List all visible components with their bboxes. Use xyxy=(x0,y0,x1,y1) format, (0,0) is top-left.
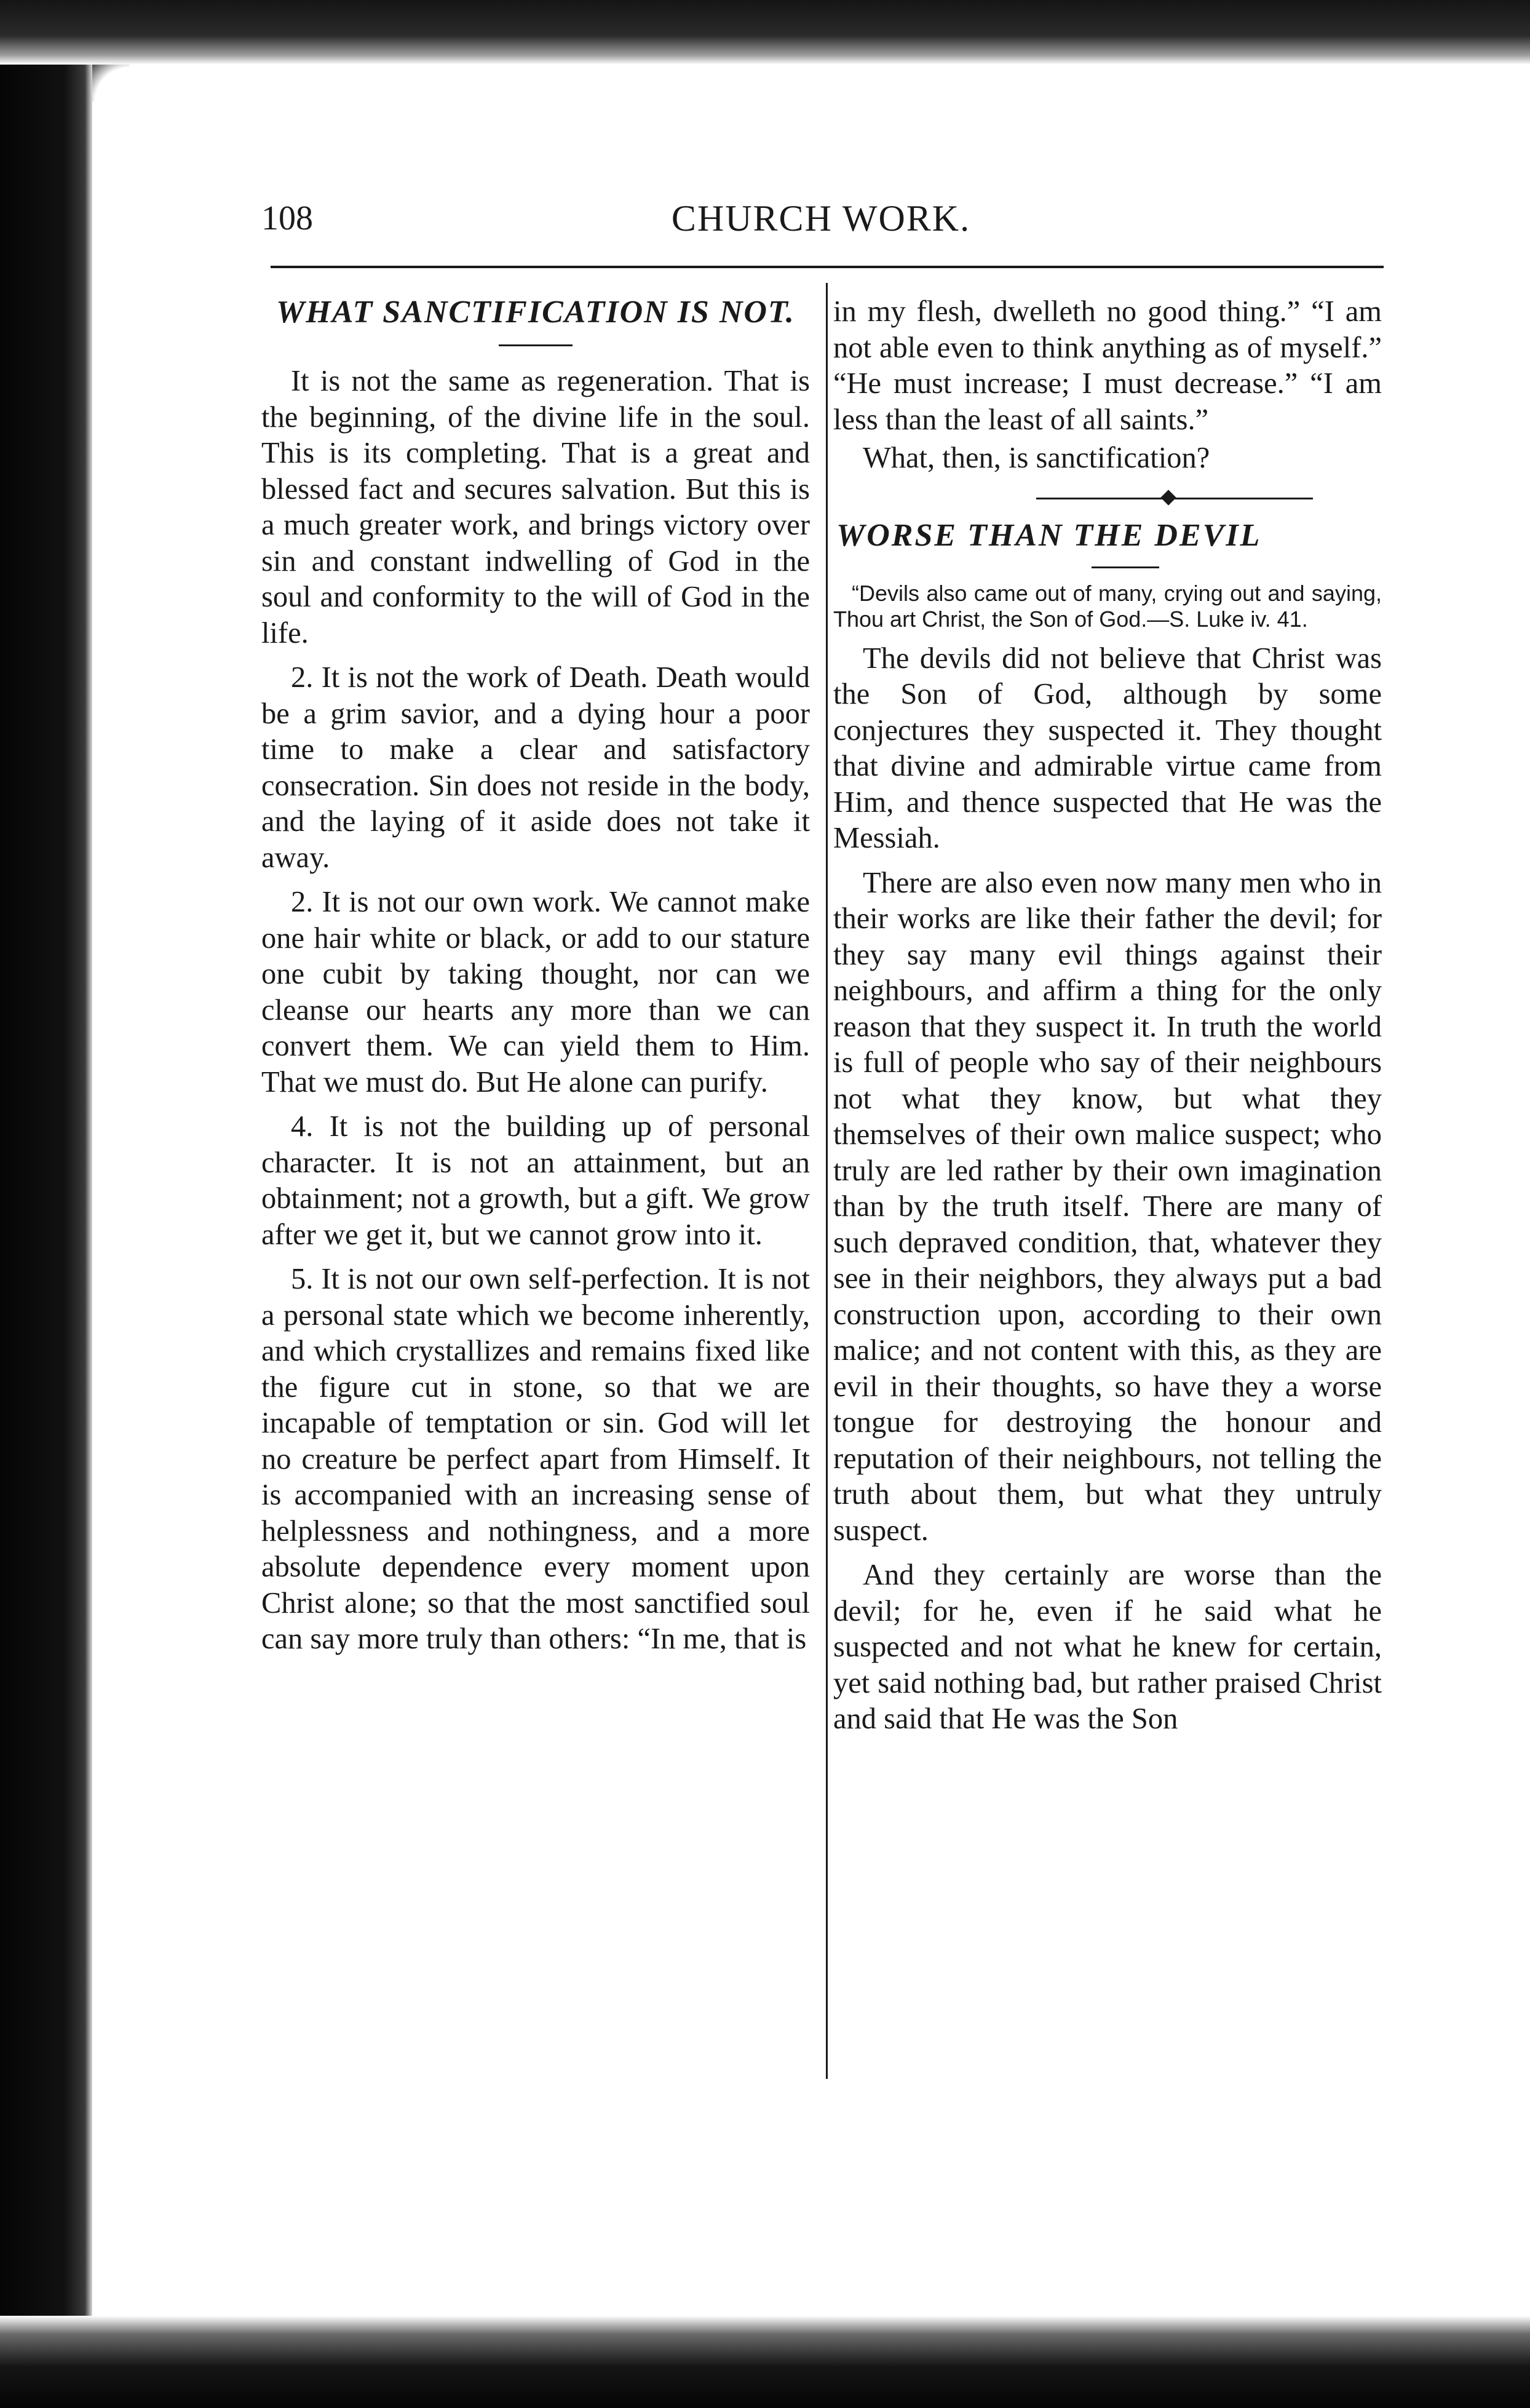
paragraph-5-continued: in my flesh, dwelleth no good thing.” “I am not able even to think anything as of myself.” “He must increase; I must decrease.” “I am less than the least of all saints.” xyxy=(833,295,1382,436)
scan-border-bottom xyxy=(0,2316,1530,2408)
left-column xyxy=(261,294,810,1658)
title-rule xyxy=(499,344,573,346)
paragraph-2: There are also even now many men who in their works are like their father the devil; for they say many evil things against their neighbours, and affirm a thing for the only reason that they suspect it. In truth the world is full of people who say of their neighbours not what they know, but what they themselves of their own malice suspect; who truly are led rather by their own imagination than by the truth itself. There are many of such depraved condition, that, whatever they see in their neighbors, they always put a bad construction upon, according to their own malice; and not content with this, as they are evil in their thoughts, so have they a worse tongue for destroying the honour and reputation of their neighbours, not telling the truth about them, but what they untruly suspect. xyxy=(833,866,1382,1547)
paragraph-6: What, then, is sanctification? xyxy=(863,442,1210,474)
paragraph-2: 2. It is not the work of Death. Death would be a grim savior, and a dying hour a poor time to make a clear and satisfactory consecration. Sin does not reside in the body, and the laying of it aside does not take it away. xyxy=(261,661,810,874)
right-column xyxy=(833,294,1382,1738)
column-divider xyxy=(826,283,828,2079)
paragraph-1: The devils did not believe that Christ was the Son of God, although by some conjectures they suspected it. They thought that divine and admirable virtue came from Him, and thence suspected that He was the Messiah. xyxy=(833,642,1382,854)
paragraph-3: 2. It is not our own work. We cannot make one hair white or black, or add to our stature one cubit by taking thought, nor can we cleanse our hearts any more than we can convert them. We can yield them to Him. That we must do. But He alone can purify. xyxy=(261,886,810,1099)
running-head xyxy=(261,194,1381,249)
ornament-rule-right xyxy=(1178,498,1313,499)
journal-title: CHURCH WORK. xyxy=(671,198,971,239)
paragraph-5: 5. It is not our own self-perfection. It is not a personal state which we become inherently, and which crystallizes and remains fixed like the figure cut in stone, so that we are incapable of temptation or sin. God will let no creature be perfect apart from Himself. It is accompanied with an increasing sense of helplessness and nothingness, and a more absolute dependence every moment upon Christ alone; so that the most sanctified soul can say more truly than others: “In me, that is xyxy=(261,1263,810,1655)
epigraph: “Devils also came out of many, crying out and saying, Thou art Christ, the Son of God.—S. Luke iv. 41. xyxy=(833,580,1382,632)
section-ornament xyxy=(833,489,1382,507)
ornament-rule-left xyxy=(1036,498,1178,499)
paragraph-3: And they certainly are worse than the devil; for he, even if he said what he suspected and not what he knew for certain, yet said nothing bad, but rather praised Christ and said that He was the Son xyxy=(833,1559,1382,1735)
article-title-devil: WORSE THAN THE DEVIL xyxy=(836,517,1262,553)
paragraph-4: 4. It is not the building up of personal character. It is not an attainment, but an obtainment; not a growth, but a gift. We grow after we get it, but we cannot grow into it. xyxy=(261,1110,810,1251)
scan-border-top xyxy=(0,0,1530,65)
scan-border-left xyxy=(0,0,92,2408)
page-corner-shadow xyxy=(92,65,129,101)
page-number: 108 xyxy=(261,199,313,237)
title-rule xyxy=(1092,566,1159,568)
article-title-sanctification: WHAT SANCTIFICATION IS NOT. xyxy=(276,295,795,330)
paragraph-1: It is not the same as regeneration. That is the beginning, of the divine life in the soul. This is its completing. That is a great and blessed fact and secures salvation. But this is a much greater work, and brings victory over sin and constant indwelling of God in the soul and conformity to the will of God in the life. xyxy=(261,365,810,650)
ornament-diamond xyxy=(1160,490,1176,505)
header-rule xyxy=(271,266,1384,268)
